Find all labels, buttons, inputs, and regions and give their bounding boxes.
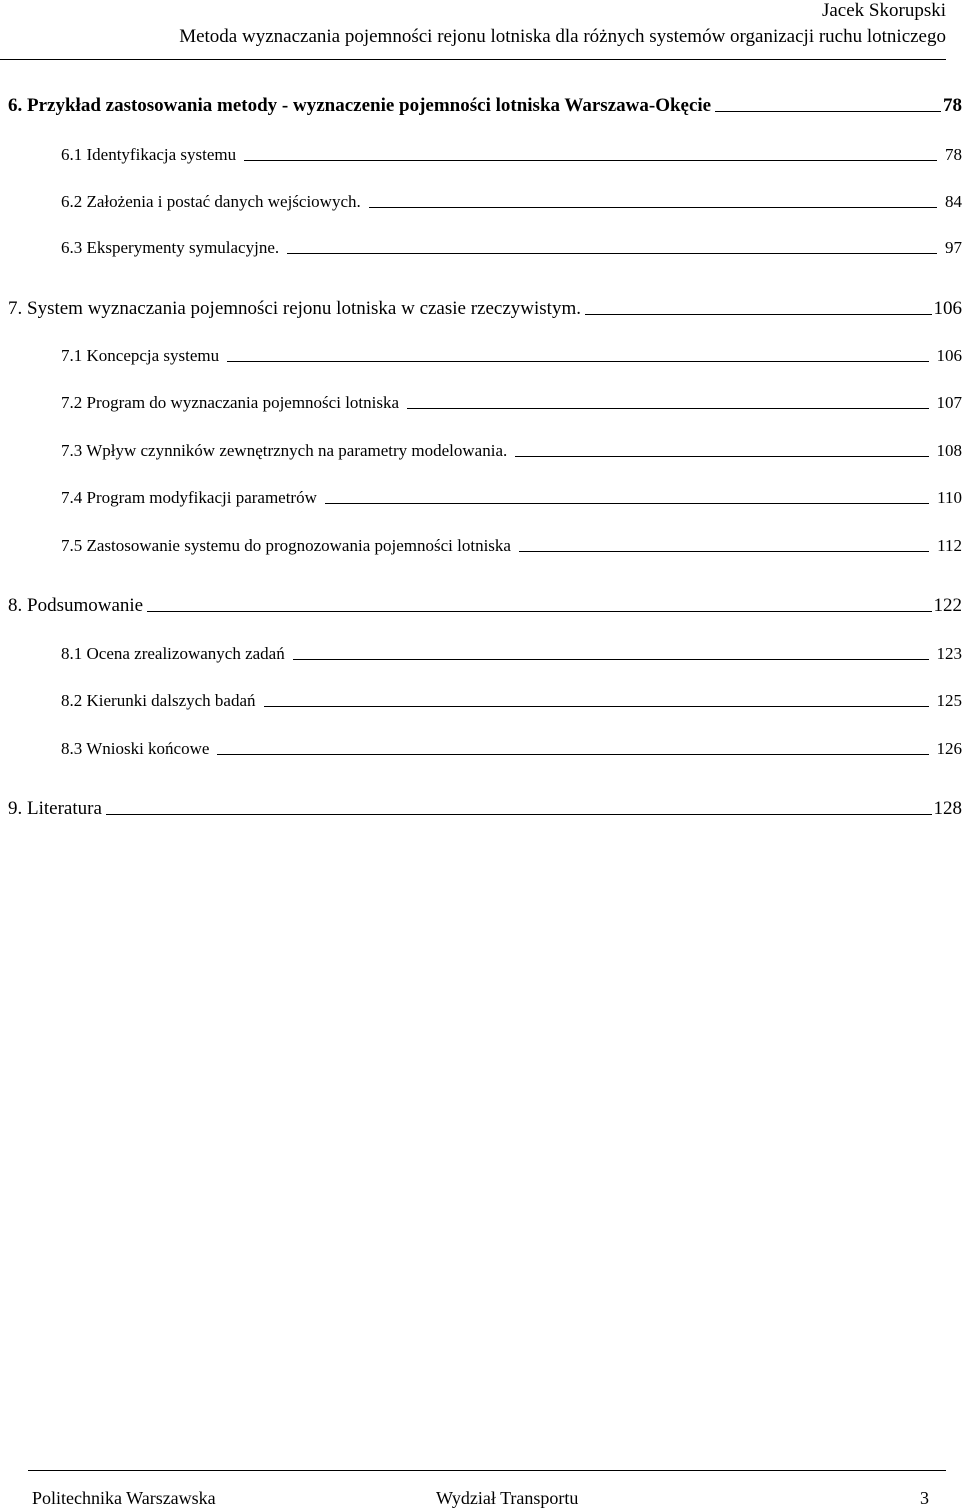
toc-entry-title: 7. System wyznaczania pojemności rejonu lotniska w czasie rzeczywistym.: [8, 298, 581, 319]
toc-entry-page: 128: [933, 798, 962, 819]
toc-leader-line: [585, 314, 932, 315]
toc-entry-title: 7.1 Koncepcja systemu: [61, 346, 220, 365]
toc-entry-page: 123: [936, 644, 962, 663]
toc-leader-line: [227, 361, 928, 362]
header-divider: [0, 59, 946, 60]
toc-entry-6-3[interactable]: [61, 238, 962, 258]
toc-leader-line: [244, 160, 937, 161]
toc-entry-page: 106: [936, 346, 962, 365]
footer-department: Wydział Transportu: [436, 1488, 579, 1508]
toc-entry-6-1[interactable]: [61, 145, 962, 165]
toc-entry-7-2[interactable]: [61, 393, 962, 413]
toc-leader-line: [147, 611, 931, 612]
header-title: Metoda wyznaczania pojemności rejonu lotniska dla różnych systemów organizacji ruchu lotniczego: [179, 26, 946, 47]
toc-entry-title: 7.4 Program modyfikacji parametrów: [61, 488, 317, 507]
toc-entry-page: 110: [937, 488, 962, 507]
toc-entry-page: 108: [936, 441, 962, 460]
toc-entry-6-2[interactable]: [61, 192, 962, 212]
toc-leader-line: [519, 551, 929, 552]
toc-entry-page: 97: [945, 238, 962, 257]
toc-entry-title: 7.3 Wpływ czynników zewnętrznych na parametry modelowania.: [61, 441, 508, 460]
toc-leader-line: [369, 207, 937, 208]
toc-entry-page: 112: [937, 536, 962, 555]
page-header: [0, 0, 960, 62]
toc-entry-7-4[interactable]: [61, 488, 962, 508]
toc-leader-line: [106, 814, 932, 815]
toc-entry-title: 7.2 Program do wyznaczania pojemności lotniska: [61, 393, 400, 412]
toc-entry-title: 8.3 Wnioski końcowe: [61, 739, 210, 758]
toc-leader-line: [715, 111, 941, 112]
toc-entry-page: 78: [943, 95, 962, 116]
toc-entry-title: 8. Podsumowanie: [8, 595, 144, 616]
toc-entry-8-1[interactable]: [61, 644, 962, 664]
toc-entry-page: 78: [945, 145, 962, 164]
toc-entry-7-3[interactable]: [61, 441, 962, 461]
toc-entry-page: 84: [945, 192, 962, 211]
toc-entry-8-2[interactable]: [61, 691, 962, 711]
toc-entry-6[interactable]: [8, 95, 962, 117]
header-author: Jacek Skorupski: [821, 0, 946, 21]
toc-leader-line: [515, 456, 928, 457]
toc-entry-title: 7.5 Zastosowanie systemu do prognozowania pojemności lotniska: [61, 536, 511, 555]
toc-leader-line: [407, 408, 928, 409]
toc-entry-7[interactable]: [8, 298, 962, 320]
toc-entry-title: 6.1 Identyfikacja systemu: [61, 145, 237, 164]
toc-entry-title: 8.1 Ocena zrealizowanych zadań: [61, 644, 285, 663]
toc-leader-line: [293, 659, 929, 660]
toc-leader-line: [217, 754, 928, 755]
toc-leader-line: [264, 706, 929, 707]
toc-entry-title: 6.2 Założenia i postać danych wejściowych.: [61, 192, 361, 211]
toc-entry-7-5[interactable]: [61, 536, 962, 556]
toc-entry-title: 9. Literatura: [8, 798, 102, 819]
toc-entry-7-1[interactable]: [61, 346, 962, 366]
toc-entry-page: 126: [936, 739, 962, 758]
toc-entry-8[interactable]: [8, 595, 962, 617]
toc-entry-8-3[interactable]: [61, 739, 962, 759]
toc-leader-line: [287, 253, 937, 254]
toc-entry-title: 6.3 Eksperymenty symulacyjne.: [61, 238, 280, 257]
toc-entry-9[interactable]: [8, 798, 962, 820]
toc-entry-page: 125: [936, 691, 962, 710]
toc-entry-page: 122: [933, 595, 962, 616]
footer-page-number: 3: [920, 1488, 929, 1508]
footer-divider: [28, 1470, 946, 1471]
toc-entry-title: 8.2 Kierunki dalszych badań: [61, 691, 256, 710]
toc-leader-line: [325, 503, 929, 504]
toc-entry-title: 6. Przykład zastosowania metody - wyznaczenie pojemności lotniska Warszawa-Okęcie: [8, 95, 712, 116]
toc-entry-page: 107: [936, 393, 962, 412]
footer-institution: Politechnika Warszawska: [32, 1488, 216, 1508]
toc-entry-page: 106: [933, 298, 962, 319]
